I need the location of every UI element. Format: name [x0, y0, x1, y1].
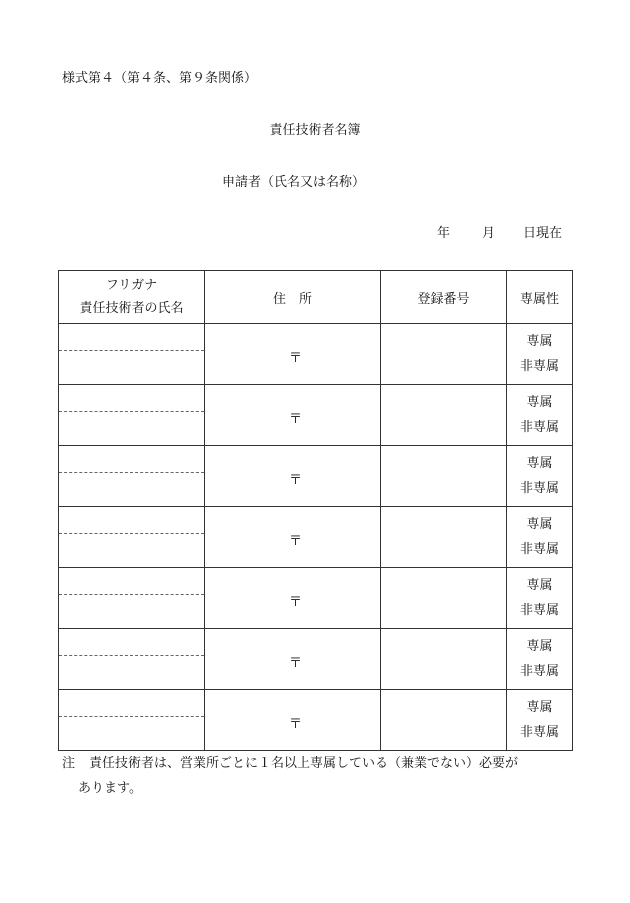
exclusivity-cell[interactable] [507, 446, 573, 507]
table-row [59, 568, 573, 629]
kana-divider [59, 350, 204, 351]
exclusivity-cell[interactable] [507, 385, 573, 446]
non-exclusive-option[interactable]: 非専属 [519, 420, 559, 435]
postal-mark: 〒 [288, 534, 302, 549]
postal-mark: 〒 [288, 412, 302, 427]
non-exclusive-option[interactable]: 非専属 [519, 542, 559, 557]
table-row [59, 324, 573, 385]
non-exclusive-option[interactable]: 非専属 [519, 481, 559, 496]
kana-divider [59, 411, 204, 412]
registration-cell[interactable] [381, 507, 507, 568]
postal-mark: 〒 [288, 717, 302, 732]
header-address: 住 所 [205, 271, 381, 324]
name-cell[interactable] [59, 690, 205, 751]
exclusivity-cell[interactable] [507, 507, 573, 568]
header-name-kana: フリガナ [105, 278, 158, 293]
note-line-1 [62, 752, 518, 771]
kana-divider [59, 472, 204, 473]
address-cell[interactable] [205, 629, 381, 690]
exclusive-option[interactable]: 専属 [526, 639, 553, 654]
name-cell[interactable] [59, 324, 205, 385]
table-row [59, 629, 573, 690]
date-month-label: 月 [482, 226, 496, 241]
non-exclusive-option[interactable]: 非専属 [519, 725, 559, 740]
non-exclusive-option[interactable]: 非専属 [519, 664, 559, 679]
exclusive-option[interactable]: 専属 [526, 395, 553, 410]
registration-cell[interactable] [381, 568, 507, 629]
header-name [59, 271, 205, 324]
registration-cell[interactable] [381, 690, 507, 751]
kana-divider [59, 594, 204, 595]
non-exclusive-option[interactable]: 非専属 [519, 359, 559, 374]
kana-divider [59, 716, 204, 717]
date-day-label: 日現在 [523, 226, 563, 241]
applicant-label: 申請者（氏名又は名称） [222, 175, 366, 190]
exclusivity-cell[interactable] [507, 629, 573, 690]
kana-divider [59, 533, 204, 534]
postal-mark: 〒 [288, 351, 302, 366]
name-cell[interactable] [59, 507, 205, 568]
exclusive-option[interactable]: 専属 [526, 456, 553, 471]
address-cell[interactable] [205, 385, 381, 446]
exclusive-option[interactable]: 専属 [526, 334, 553, 349]
exclusive-option[interactable]: 専属 [526, 700, 553, 715]
exclusive-option[interactable]: 専属 [526, 517, 553, 532]
document-title: 責任技術者名簿 [269, 123, 361, 138]
non-exclusive-option[interactable]: 非専属 [519, 603, 559, 618]
address-cell[interactable] [205, 324, 381, 385]
note-text: 責任技術者は、営業所ごとに１名以上専属している（兼業でない）必要が [89, 756, 519, 771]
table-header-row [59, 271, 573, 324]
exclusive-option[interactable]: 専属 [526, 578, 553, 593]
table-row [59, 385, 573, 446]
exclusivity-cell[interactable] [507, 568, 573, 629]
table-row [59, 690, 573, 751]
kana-divider [59, 655, 204, 656]
table-row [59, 446, 573, 507]
registration-cell[interactable] [381, 385, 507, 446]
name-cell[interactable] [59, 629, 205, 690]
note-line-2: あります。 [78, 781, 142, 796]
note-label: 注 [62, 756, 76, 771]
registration-cell[interactable] [381, 324, 507, 385]
postal-mark: 〒 [288, 473, 302, 488]
address-cell[interactable] [205, 568, 381, 629]
header-exclusivity: 専属性 [507, 271, 573, 324]
address-cell[interactable] [205, 446, 381, 507]
address-cell[interactable] [205, 507, 381, 568]
technician-roster-table [58, 270, 573, 751]
exclusivity-cell[interactable] [507, 690, 573, 751]
exclusivity-cell[interactable] [507, 324, 573, 385]
address-cell[interactable] [205, 690, 381, 751]
name-cell[interactable] [59, 446, 205, 507]
header-registration: 登録番号 [381, 271, 507, 324]
postal-mark: 〒 [288, 595, 302, 610]
registration-cell[interactable] [381, 446, 507, 507]
form-number: 様式第４（第４条、第９条関係） [62, 71, 258, 86]
header-name-label: 責任技術者の氏名 [79, 301, 184, 316]
name-cell[interactable] [59, 385, 205, 446]
registration-cell[interactable] [381, 629, 507, 690]
name-cell[interactable] [59, 568, 205, 629]
postal-mark: 〒 [288, 656, 302, 671]
date-year-label: 年 [437, 226, 451, 241]
table-row [59, 507, 573, 568]
